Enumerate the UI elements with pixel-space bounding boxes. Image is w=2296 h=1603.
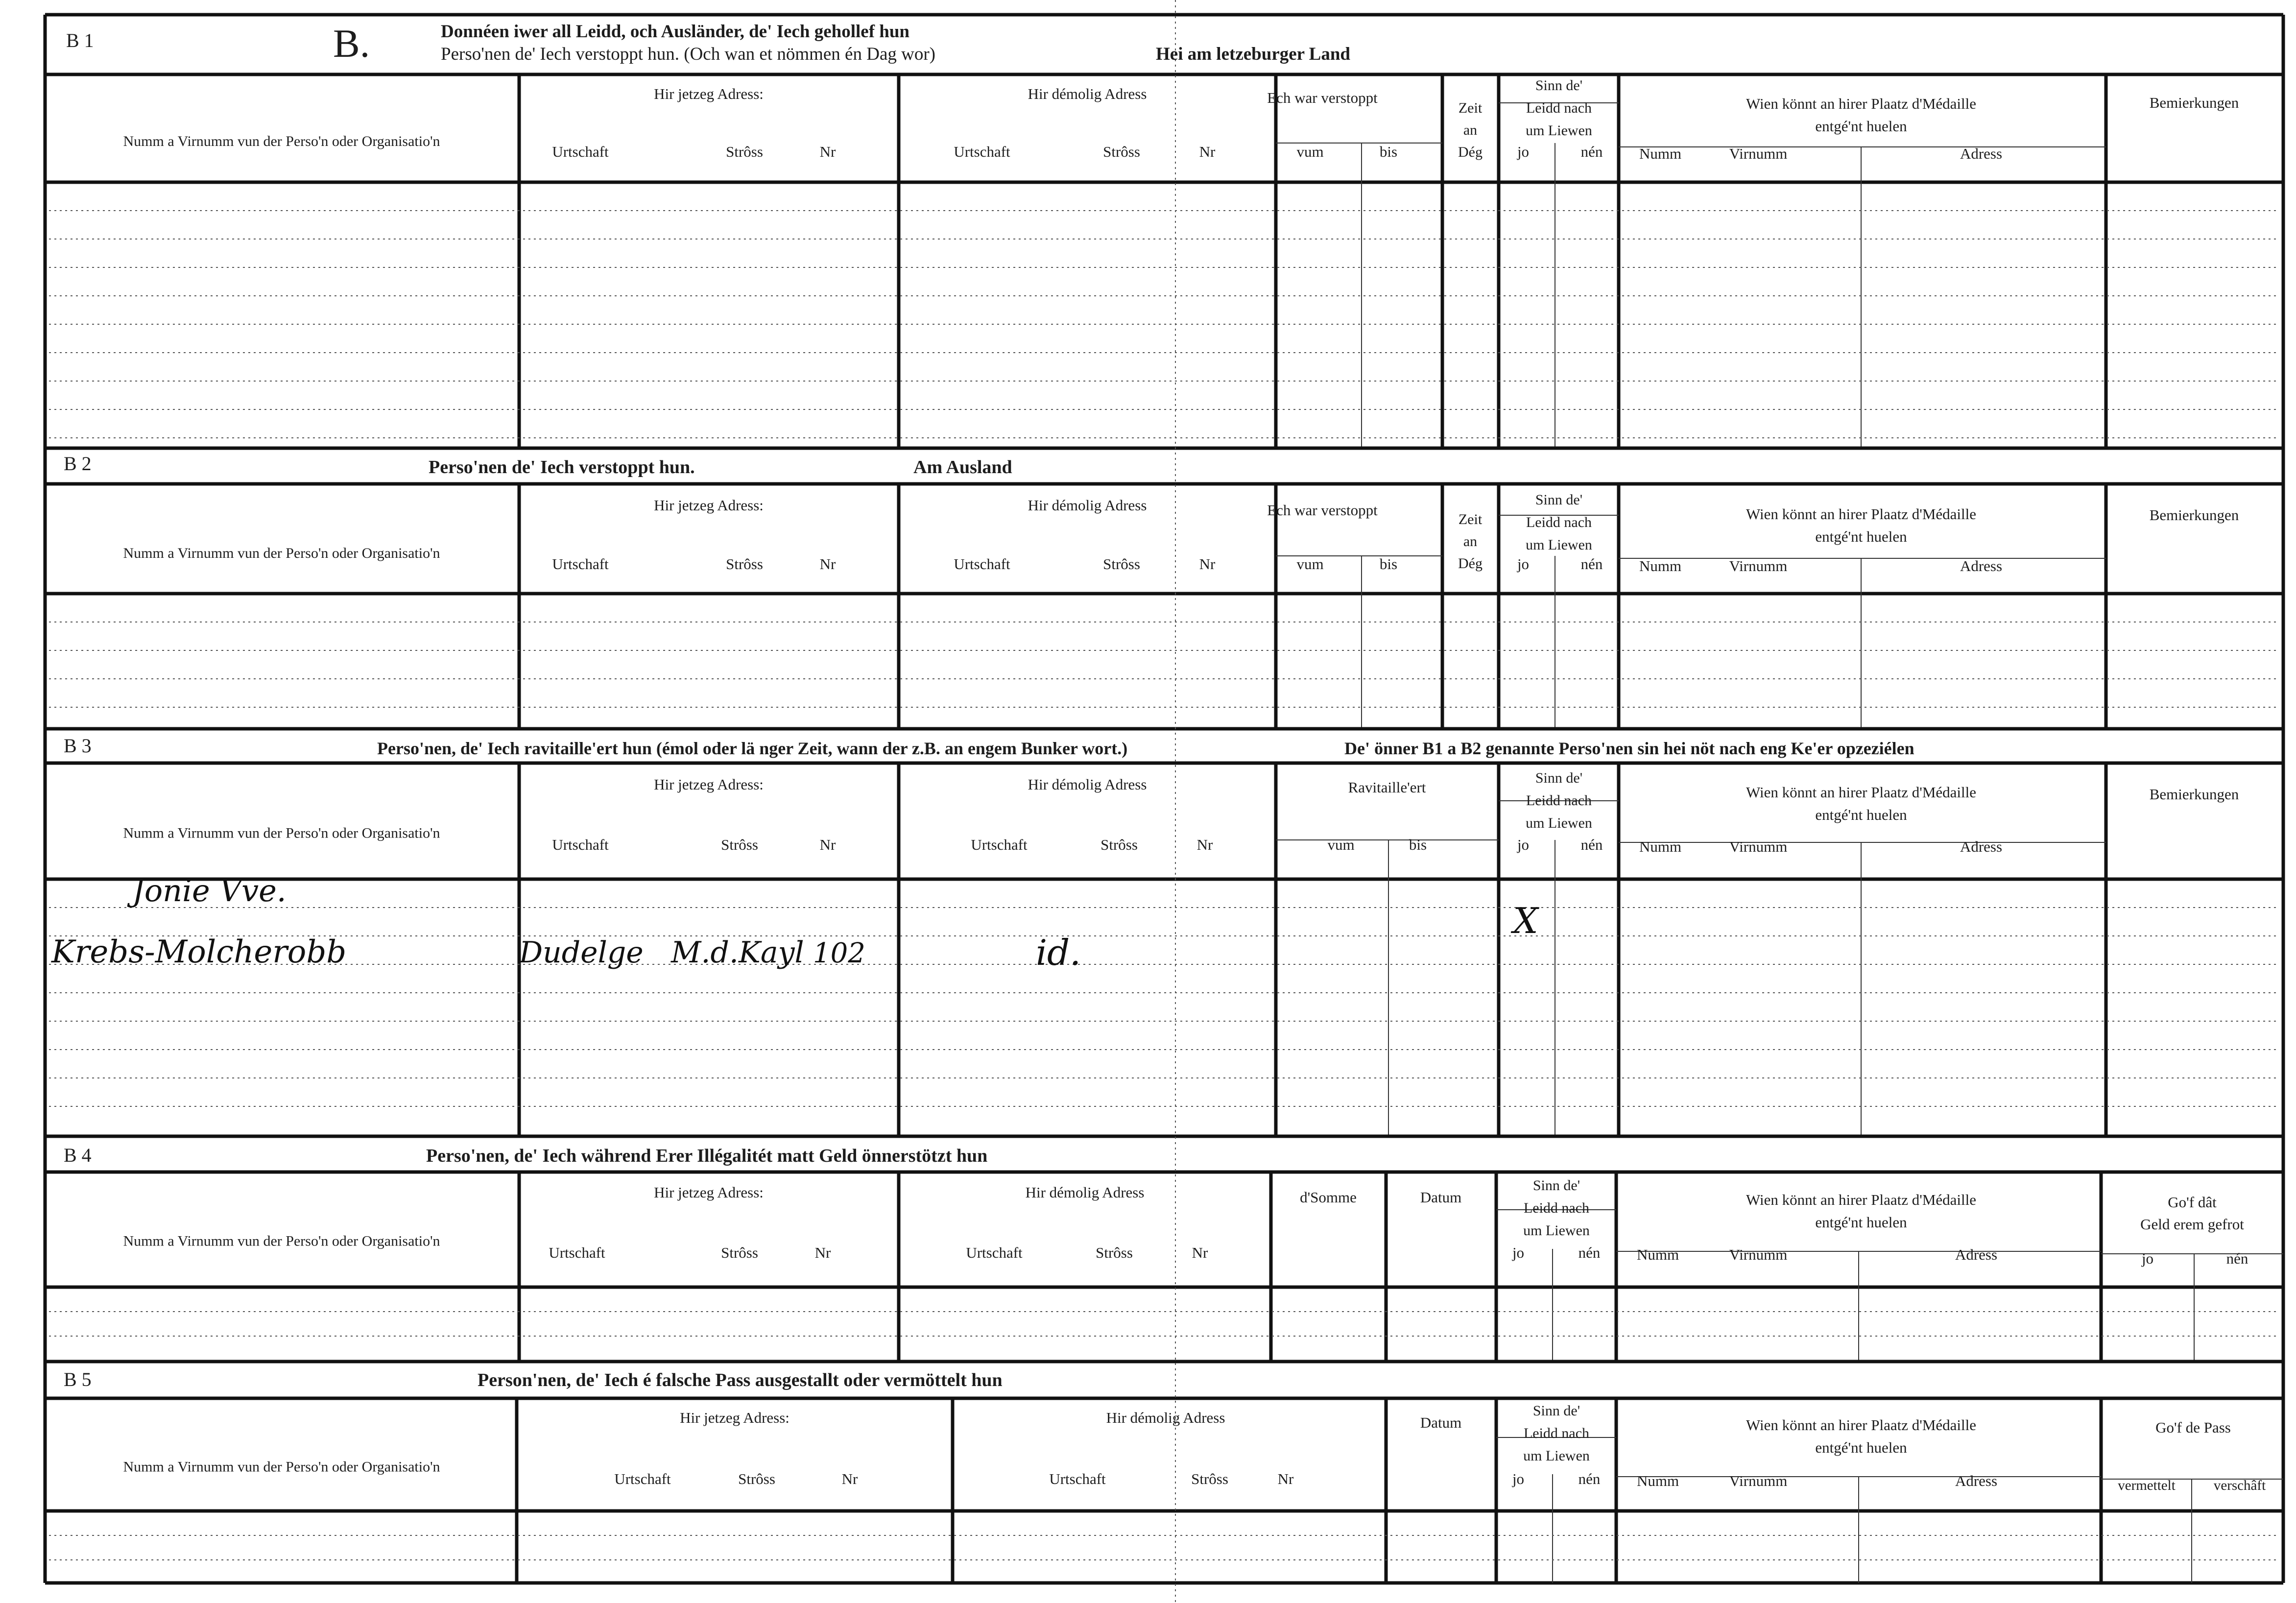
header-zeit: an <box>1463 533 1478 550</box>
column-header-name: Numm a Virnumm vun der Perso'n oder Organisatio'n <box>123 825 440 841</box>
section-code: B 2 <box>64 453 92 475</box>
subheader-jo: jo <box>1512 1244 1525 1261</box>
section-title: Perso'nen, de' Iech während Erer Illégalitét matt Geld önnerstötzt hun <box>426 1146 988 1166</box>
subheader-bis: bis <box>1409 836 1427 853</box>
subheader-adress: Adress <box>1960 145 2003 162</box>
subheader-stross: Strôss <box>1096 1244 1133 1261</box>
header-medal: Wien könnt an hirer Plaatz d'Médaille <box>1746 1191 1977 1208</box>
column-header-current-address: Hir jetzeg Adress: <box>680 1409 789 1426</box>
header-zeit: Dég <box>1458 555 1483 572</box>
subheader-nr: Nr <box>819 555 836 573</box>
section-code: B 3 <box>64 735 92 757</box>
column-header-former-address: Hir démolig Adress <box>1028 85 1147 102</box>
header-hidden: Ech war verstoppt <box>1267 89 1378 106</box>
header-alive: Leidd nach <box>1526 514 1592 530</box>
section-title: Perso'nen, de' Iech ravitaille'ert hun (émol oder lä nger Zeit, wann der z.B. an engem Bunker wort.) <box>377 739 1128 758</box>
subheader-urtschaft: Urtschaft <box>954 555 1010 573</box>
subheader-bis: bis <box>1379 143 1398 160</box>
subheader-nen: nén <box>2226 1250 2248 1267</box>
subheader-vermettelt: vermettelt <box>2118 1478 2176 1493</box>
column-header-former-address: Hir démolig Adress <box>1028 776 1147 793</box>
header-medal: entgé'nt huelen <box>1815 118 1907 135</box>
column-header-former-address: Hir démolig Adress <box>1028 497 1147 514</box>
subheader-nr: Nr <box>1277 1470 1294 1487</box>
subheader-stross: Strôss <box>1103 143 1140 160</box>
header-medal: entgé'nt huelen <box>1815 806 1907 823</box>
subheader-vum: vum <box>1296 143 1324 160</box>
subheader-nr: Nr <box>1192 1244 1208 1261</box>
subheader-numm: Numm <box>1636 1472 1679 1489</box>
subheader-virnumm: Virnumm <box>1729 145 1788 162</box>
subheader-numm: Numm <box>1639 145 1682 162</box>
subheader-verschaft: verschâft <box>2213 1478 2266 1493</box>
subheader-urtschaft: Urtschaft <box>1049 1470 1106 1487</box>
handwritten-name: Krebs-Molcherobb <box>51 934 347 970</box>
header-alive: Leidd nach <box>1523 1200 1590 1216</box>
subheader-adress: Adress <box>1960 557 2003 574</box>
subheader-urtschaft: Urtschaft <box>614 1470 671 1487</box>
subheader-stross: Strôss <box>1191 1470 1228 1487</box>
subheader-numm: Numm <box>1639 557 1682 574</box>
header-alive: um Liewen <box>1523 1222 1590 1239</box>
subheader-nen: nén <box>1578 1470 1601 1487</box>
subheader-urtschaft: Urtschaft <box>552 143 609 160</box>
header-hidden: Ech war verstoppt <box>1267 502 1378 519</box>
subheader-numm: Numm <box>1636 1246 1679 1263</box>
header-alive: Sinn de' <box>1535 492 1583 508</box>
header-alive: um Liewen <box>1526 122 1592 139</box>
subheader-urtschaft: Urtschaft <box>552 836 609 853</box>
header-alive: Sinn de' <box>1532 1177 1580 1194</box>
header-money-returned: Geld erem gefrot <box>2140 1216 2244 1233</box>
header-zeit: an <box>1463 122 1478 138</box>
subheader-nr: Nr <box>1196 836 1213 853</box>
subheader-bis: bis <box>1379 555 1398 573</box>
subheader-virnumm: Virnumm <box>1729 1472 1788 1489</box>
section-title: Perso'nen de' Iech verstoppt hun. <box>429 457 695 478</box>
column-header-current-address: Hir jetzeg Adress: <box>654 776 764 793</box>
handwritten-name: Jonie Vve. <box>132 873 287 909</box>
subheader-urtschaft: Urtschaft <box>971 836 1028 853</box>
header-alive: um Liewen <box>1526 815 1592 831</box>
handwritten-check-mark: X <box>1513 900 1538 941</box>
header-medal: entgé'nt huelen <box>1815 1214 1907 1231</box>
subheader-jo: jo <box>1512 1470 1525 1487</box>
header-alive: um Liewen <box>1523 1448 1590 1464</box>
header-medal: Wien könnt an hirer Plaatz d'Médaille <box>1746 1416 1977 1434</box>
header-date: Datum <box>1420 1414 1462 1431</box>
header-alive: Leidd nach <box>1526 792 1592 809</box>
header-zeit: Dég <box>1458 144 1483 160</box>
subheader-virnumm: Virnumm <box>1729 557 1788 574</box>
header-zeit: Zeit <box>1458 100 1483 116</box>
column-header-current-address: Hir jetzeg Adress: <box>654 497 764 514</box>
section-title-right: De' önner B1 a B2 genannte Perso'nen sin hei nöt nach eng Ke'er opzeziélen <box>1344 739 1914 758</box>
subheader-stross: Strôss <box>726 555 763 573</box>
subheader-urtschaft: Urtschaft <box>954 143 1010 160</box>
column-header-former-address: Hir démolig Adress <box>1106 1409 1225 1426</box>
handwritten-ditto: id. <box>1036 932 1081 973</box>
header-alive: Sinn de' <box>1532 1403 1580 1419</box>
subheader-stross: Strôss <box>721 836 758 853</box>
header-remarks: Bemierkungen <box>2149 786 2239 803</box>
header-supplied: Ravitaille'ert <box>1348 779 1426 796</box>
subheader-nr: Nr <box>819 143 836 160</box>
subheader-virnumm: Virnumm <box>1729 1246 1788 1263</box>
subheader-urtschaft: Urtschaft <box>552 555 609 573</box>
subheader-urtschaft: Urtschaft <box>966 1244 1023 1261</box>
header-alive: um Liewen <box>1526 537 1592 553</box>
header-medal: Wien könnt an hirer Plaatz d'Médaille <box>1746 95 1977 112</box>
column-header-name: Numm a Virnumm vun der Perso'n oder Organisatio'n <box>123 1459 440 1475</box>
column-header-former-address: Hir démolig Adress <box>1025 1184 1145 1201</box>
section-code: B 5 <box>64 1368 92 1390</box>
section-title: Donnéen iwer all Leidd, och Ausländer, de' Iech gehollef hun <box>441 22 909 42</box>
header-medal: Wien könnt an hirer Plaatz d'Médaille <box>1746 784 1977 801</box>
handwritten-street: M.d.Kayl <box>671 935 804 970</box>
header-alive: Leidd nach <box>1526 100 1592 116</box>
subheader-nen: nén <box>1580 555 1603 573</box>
header-remarks: Bemierkungen <box>2149 506 2239 524</box>
subheader-jo: jo <box>1517 555 1530 573</box>
section-title: Perso'nen de' Iech verstoppt hun. (Och wan et nömmen én Dag wor) <box>441 44 935 64</box>
subheader-numm: Numm <box>1639 838 1682 855</box>
section-title-right: Am Ausland <box>913 457 1012 478</box>
subheader-nr: Nr <box>1199 143 1216 160</box>
subheader-stross: Strôss <box>738 1470 775 1487</box>
column-header-name: Numm a Virnumm vun der Perso'n oder Organisatio'n <box>123 1233 440 1249</box>
header-alive: Sinn de' <box>1535 770 1583 786</box>
header-remarks: Bemierkungen <box>2149 94 2239 111</box>
subheader-nr: Nr <box>814 1244 831 1261</box>
subheader-stross: Strôss <box>1103 555 1140 573</box>
subheader-nen: nén <box>1580 836 1603 853</box>
subheader-nr: Nr <box>1199 555 1216 573</box>
subheader-jo: jo <box>1517 143 1530 160</box>
section-code: B 1 <box>66 29 94 51</box>
subheader-stross: Strôss <box>1100 836 1138 853</box>
subheader-urtschaft: Urtschaft <box>549 1244 605 1261</box>
column-header-current-address: Hir jetzeg Adress: <box>654 85 764 102</box>
header-date: Datum <box>1420 1189 1462 1206</box>
subheader-adress: Adress <box>1955 1472 1998 1489</box>
form-letter: B. <box>333 21 370 66</box>
header-alive: Leidd nach <box>1523 1425 1590 1441</box>
column-header-name: Numm a Virnumm vun der Perso'n oder Organisatio'n <box>123 545 440 561</box>
subheader-jo: jo <box>1517 836 1530 853</box>
header-pass: Go'f de Pass <box>2155 1419 2231 1436</box>
subheader-nr: Nr <box>819 836 836 853</box>
header-zeit: Zeit <box>1458 511 1483 527</box>
header-alive: Sinn de' <box>1535 77 1583 94</box>
subheader-nr: Nr <box>841 1470 858 1487</box>
column-header-current-address: Hir jetzeg Adress: <box>654 1184 764 1201</box>
subheader-adress: Adress <box>1960 838 2003 855</box>
header-money-returned: Go'f dât <box>2168 1194 2217 1211</box>
subheader-stross: Strôss <box>726 143 763 160</box>
subheader-nen: nén <box>1580 143 1603 160</box>
header-medal: entgé'nt huelen <box>1815 528 1907 545</box>
handwritten-number: 102 <box>813 937 865 969</box>
header-sum: d'Somme <box>1300 1189 1357 1206</box>
subheader-adress: Adress <box>1955 1246 1998 1263</box>
subheader-stross: Strôss <box>721 1244 758 1261</box>
header-medal: entgé'nt huelen <box>1815 1439 1907 1456</box>
column-header-name: Numm a Virnumm vun der Perso'n oder Organisatio'n <box>123 133 440 149</box>
subheader-nen: nén <box>1578 1244 1601 1261</box>
subheader-jo: jo <box>2141 1250 2154 1267</box>
section-code: B 4 <box>64 1144 92 1166</box>
handwritten-place: Dudelge <box>519 935 644 970</box>
section-title: Person'nen, de' Iech é falsche Pass ausgestallt oder vermöttelt hun <box>478 1370 1003 1390</box>
subheader-vum: vum <box>1327 836 1355 853</box>
subheader-virnumm: Virnumm <box>1729 838 1788 855</box>
header-medal: Wien könnt an hirer Plaatz d'Médaille <box>1746 505 1977 523</box>
subheader-vum: vum <box>1296 555 1324 573</box>
section-title-right: Hei am letzeburger Land <box>1156 44 1351 64</box>
